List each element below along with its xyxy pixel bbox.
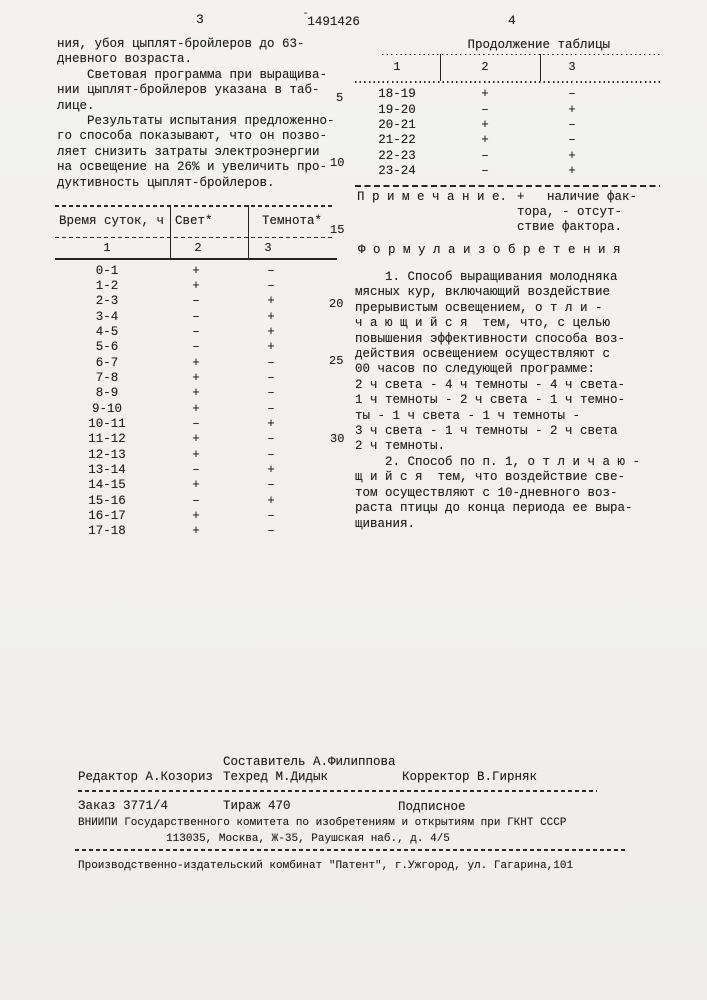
table-row bbox=[55, 432, 335, 447]
table-cell: – bbox=[568, 133, 576, 148]
table-row bbox=[55, 386, 335, 401]
table-cell: 4-5 bbox=[95, 324, 119, 339]
column-header-time: Время суток, ч bbox=[59, 213, 165, 228]
table-cell: – bbox=[267, 278, 275, 293]
table-cell: + bbox=[192, 278, 200, 293]
patent-number bbox=[303, 12, 360, 29]
table-row bbox=[55, 324, 335, 339]
table-cell: 10-11 bbox=[88, 416, 126, 431]
table-row bbox=[355, 133, 660, 148]
scan-mark: ˜ bbox=[303, 12, 308, 22]
page-number-left: 3 bbox=[196, 12, 204, 27]
table-row bbox=[355, 117, 660, 132]
table-row bbox=[55, 416, 335, 431]
table-cell: + bbox=[192, 509, 200, 524]
table-rule-bottom bbox=[355, 185, 660, 187]
table-row bbox=[55, 493, 335, 508]
table-cell: – bbox=[481, 102, 489, 117]
table-cell: – bbox=[192, 463, 200, 478]
note-text: + наличие фак- тора, - отсут- ствие фактора. bbox=[517, 190, 638, 234]
claims-text: 1. Способ выращивания молодняка мясных кур, включающий воздействие прерывистым освещением, о т л и - ч а ю щ и й с я тем, что, с целью повышения эффективности способа воз- действия освещением осуществляют с 00 часов по следующей программе: 2 ч света - 4 ч темноты - 4 ч света- 1 ч темноты - 2 ч света - 1 ч темно- ты - 1 ч света - 1 ч темноты - 3 ч света - 1 ч темноты - 2 ч света 2 ч темноты. 2. Способ по п. 1, о т л и ч а ю - щ и й с я тем, что воздействие све- том осуществляют с 10-дневного воз- раста птицы до конца периода ее выра- щивания. bbox=[355, 270, 641, 531]
table-cell: 11-12 bbox=[88, 432, 126, 447]
table-cell: 14-15 bbox=[88, 478, 126, 493]
table-cell: + bbox=[192, 447, 200, 462]
table-row bbox=[355, 102, 660, 117]
table-cell: – bbox=[267, 478, 275, 493]
footer-subscription: Подписное bbox=[398, 800, 466, 814]
table-cell: – bbox=[267, 509, 275, 524]
table-cell: – bbox=[267, 370, 275, 385]
table-cell: – bbox=[568, 87, 576, 102]
column-number-1: 1 bbox=[103, 241, 111, 256]
patent-number-value: 1491426 bbox=[307, 15, 360, 29]
table-cell: – bbox=[192, 493, 200, 508]
table-row bbox=[355, 164, 660, 179]
table-cell: – bbox=[481, 164, 489, 179]
table-row bbox=[55, 524, 335, 539]
table-row bbox=[55, 294, 335, 309]
table-cell: + bbox=[192, 355, 200, 370]
footer-rule-2 bbox=[75, 849, 626, 851]
intro-paragraphs: ния, убоя цыплят-бройлеров до 63- дневного возраста. Световая программа при выращива- нии цыплят-бройлеров указана в таб- лице. Результаты испытания предложенно- го способа показывают, что он позво- ляет снизить затраты электроэнергии на освещение на 26% и увеличить про- дуктивность цыплят-бройлеров. bbox=[57, 37, 335, 190]
table-row bbox=[55, 447, 335, 462]
table-cell: 5-6 bbox=[95, 340, 119, 355]
table-cell: 17-18 bbox=[88, 524, 126, 539]
table-row bbox=[55, 340, 335, 355]
table-cell: – bbox=[267, 401, 275, 416]
table-cell: + bbox=[192, 401, 200, 416]
page-number-right: 4 bbox=[508, 13, 516, 28]
table-cell: – bbox=[192, 416, 200, 431]
table-cell: + bbox=[192, 263, 200, 278]
table-continuation-caption: Продолжение таблицы bbox=[467, 38, 610, 52]
table-cell: – bbox=[267, 524, 275, 539]
column-number-1: 1 bbox=[393, 60, 401, 75]
footer-rule-1 bbox=[78, 790, 597, 792]
table-cell: 23-24 bbox=[378, 164, 416, 179]
footer-print-run: Тираж 470 bbox=[223, 799, 291, 813]
table-cell: – bbox=[267, 386, 275, 401]
table-cell: + bbox=[267, 309, 275, 324]
table-body bbox=[55, 263, 335, 539]
table-body bbox=[355, 87, 660, 179]
table-cell: + bbox=[267, 463, 275, 478]
column-number-2: 2 bbox=[194, 241, 202, 256]
light-program-table-continued bbox=[355, 54, 660, 187]
table-cell: 22-23 bbox=[378, 148, 416, 163]
table-cell: + bbox=[192, 386, 200, 401]
table-row bbox=[55, 370, 335, 385]
light-program-table bbox=[55, 205, 335, 539]
table-note bbox=[357, 190, 657, 235]
table-cell: + bbox=[568, 148, 576, 163]
table-cell: 21-22 bbox=[378, 133, 416, 148]
footer-organization: ВНИИПИ Государственного комитета по изобретениям и открытиям при ГКНТ СССР bbox=[78, 817, 567, 829]
footer-address: 113035, Москва, Ж-35, Раушская наб., д. 4/5 bbox=[166, 833, 450, 845]
line-number-5: 5 bbox=[336, 91, 344, 105]
column-number-3: 3 bbox=[568, 60, 576, 75]
table-cell: + bbox=[192, 432, 200, 447]
table-cell: 1-2 bbox=[95, 278, 119, 293]
table-cell: 6-7 bbox=[95, 355, 119, 370]
footer-techred: Техред М.Дидык bbox=[223, 770, 329, 784]
table-cell: 19-20 bbox=[378, 102, 416, 117]
table-row bbox=[55, 478, 335, 493]
table-row bbox=[55, 355, 335, 370]
table-cell: + bbox=[267, 340, 275, 355]
line-number-10: 10 bbox=[330, 156, 345, 170]
line-number-25: 25 bbox=[329, 354, 344, 368]
line-number-15: 15 bbox=[330, 223, 345, 237]
claims-heading: Ф о р м у л а и з о б р е т е н и я bbox=[358, 243, 621, 257]
table-cell: + bbox=[481, 87, 489, 102]
table-row bbox=[55, 401, 335, 416]
column-header-dark: Темнота* bbox=[262, 213, 323, 228]
footer-compiler: Составитель А.Филиппова bbox=[223, 755, 396, 769]
table-row bbox=[355, 87, 660, 102]
line-number-30: 30 bbox=[330, 432, 345, 446]
table-cell: 0-1 bbox=[95, 263, 119, 278]
table-vertical-tick-2 bbox=[540, 54, 541, 81]
table-row bbox=[55, 508, 335, 523]
footer-order-number: Заказ 3771/4 bbox=[78, 799, 169, 813]
table-row bbox=[55, 263, 335, 278]
table-cell: 15-16 bbox=[88, 493, 126, 508]
table-cell: 3-4 bbox=[95, 309, 119, 324]
table-cell: 12-13 bbox=[88, 447, 126, 462]
table-cell: – bbox=[481, 148, 489, 163]
footer-corrector: Корректор В.Гирняк bbox=[402, 770, 538, 784]
table-vertical-line-2 bbox=[248, 205, 249, 259]
table-cell: + bbox=[267, 324, 275, 339]
table-cell: + bbox=[481, 133, 489, 148]
table-cell: – bbox=[568, 118, 576, 133]
table-rule-header-bottom bbox=[355, 81, 660, 82]
table-cell: + bbox=[192, 524, 200, 539]
column-number-2: 2 bbox=[481, 60, 489, 75]
table-cell: 20-21 bbox=[378, 118, 416, 133]
table-rule-header-bottom bbox=[55, 258, 337, 260]
table-cell: 18-19 bbox=[378, 87, 416, 102]
table-cell: – bbox=[192, 309, 200, 324]
table-cell: + bbox=[192, 370, 200, 385]
table-cell: – bbox=[192, 340, 200, 355]
table-row bbox=[55, 309, 335, 324]
note-label: П р и м е ч а н и е. bbox=[357, 190, 508, 204]
table-vertical-tick-1 bbox=[440, 54, 441, 81]
table-cell: + bbox=[481, 118, 489, 133]
table-cell: 9-10 bbox=[91, 401, 122, 416]
table-cell: + bbox=[568, 164, 576, 179]
table-cell: 13-14 bbox=[88, 463, 126, 478]
table-row bbox=[355, 148, 660, 163]
table-cell: + bbox=[568, 102, 576, 117]
table-cell: + bbox=[192, 478, 200, 493]
table-cell: 8-9 bbox=[95, 386, 119, 401]
table-row bbox=[55, 462, 335, 477]
table-cell: 2-3 bbox=[95, 294, 119, 309]
table-cell: + bbox=[267, 493, 275, 508]
line-number-20: 20 bbox=[329, 297, 344, 311]
table-cell: 7-8 bbox=[95, 370, 119, 385]
table-cell: – bbox=[192, 324, 200, 339]
table-vertical-line-1 bbox=[170, 205, 171, 259]
table-cell: – bbox=[267, 263, 275, 278]
table-cell: + bbox=[267, 294, 275, 309]
footer-publisher: Производственно-издательский комбинат "Патент", г.Ужгород, ул. Гагарина,101 bbox=[78, 860, 574, 872]
table-cell: + bbox=[267, 416, 275, 431]
column-header-light: Свет* bbox=[175, 213, 213, 228]
table-cell: 16-17 bbox=[88, 509, 126, 524]
table-cell: – bbox=[267, 355, 275, 370]
footer-editor: Редактор А.Козориз bbox=[78, 770, 214, 784]
table-cell: – bbox=[267, 432, 275, 447]
table-cell: – bbox=[267, 447, 275, 462]
table-row bbox=[55, 278, 335, 293]
table-cell: – bbox=[192, 294, 200, 309]
column-number-3: 3 bbox=[264, 241, 272, 256]
